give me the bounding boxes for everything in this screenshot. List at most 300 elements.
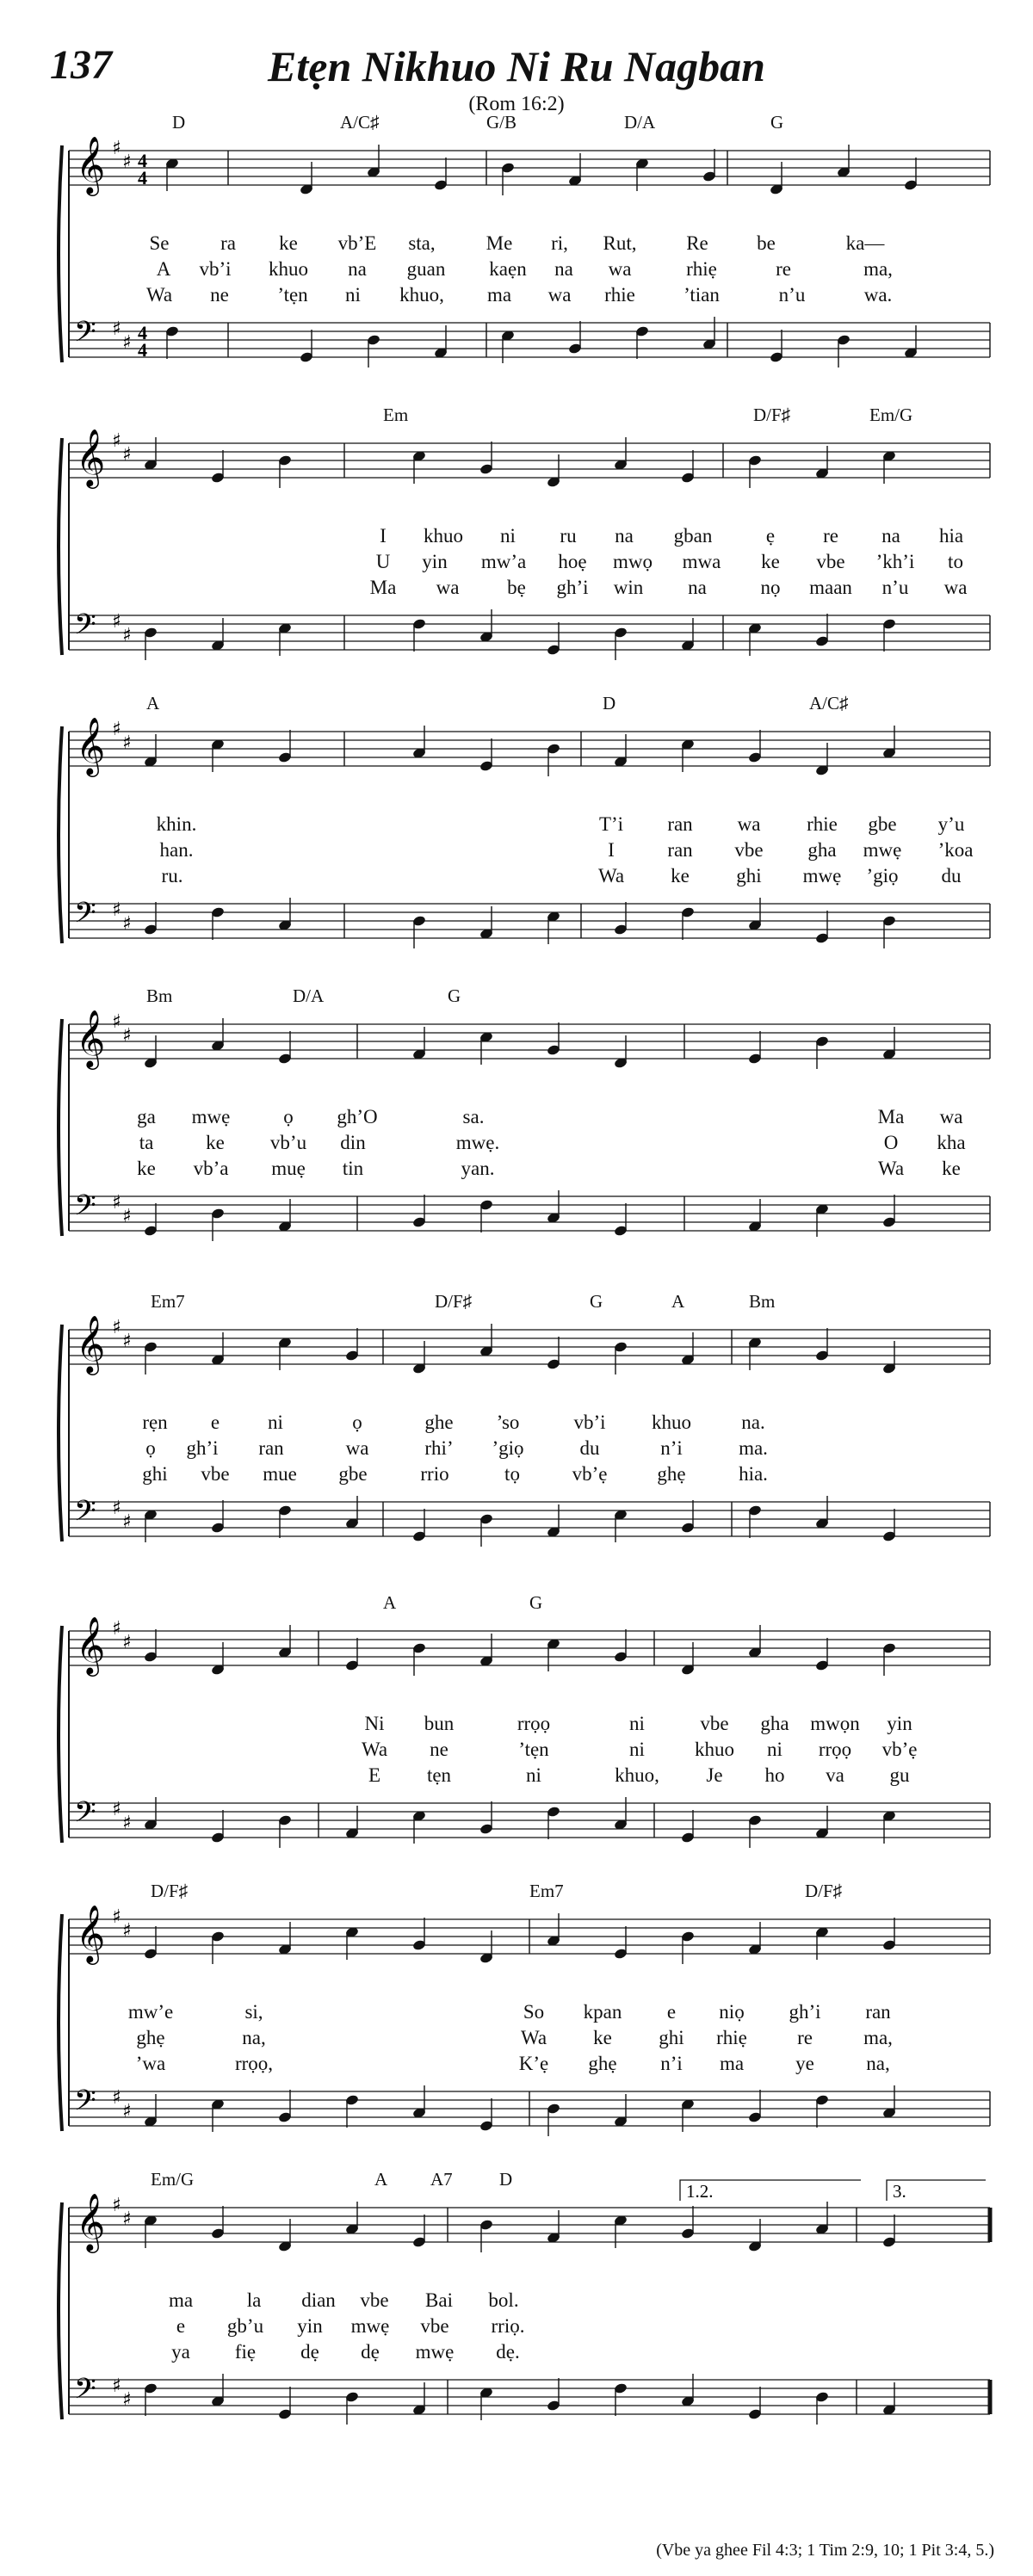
lyric-syllable: va: [826, 1764, 844, 1786]
sharp-icon: ♯: [122, 913, 132, 935]
treble-clef-icon: 𝄞: [76, 428, 106, 486]
lyric-syllable: khin.: [156, 813, 197, 835]
chord-symbol: A7: [430, 2169, 453, 2190]
lyric-syllable: Se: [149, 232, 170, 254]
lyric-syllable: ’wa: [135, 2053, 166, 2074]
chord-symbol: Bm: [749, 1291, 776, 1312]
lyric-syllable: khuo,: [615, 1764, 659, 1786]
lyric-syllable: ran: [667, 813, 693, 835]
sharp-icon: ♯: [112, 2375, 121, 2397]
lyric-syllable: vbe: [734, 839, 764, 861]
lyric-syllable: ghẹ: [657, 1463, 686, 1485]
lyric-verse-1: [52, 232, 990, 258]
lyric-syllable: A: [156, 258, 171, 280]
lyric-syllable: ghe: [424, 1412, 454, 1433]
lyric-syllable: hia.: [739, 1463, 768, 1485]
scripture-reference: (Rom 16:2): [468, 93, 565, 115]
lyric-syllable: ni: [629, 1713, 645, 1734]
bass-clef-icon: 𝄢: [74, 2085, 96, 2124]
chord-symbol: Em7: [151, 1291, 185, 1312]
lyric-syllable: ye: [795, 2053, 814, 2074]
lyric-syllable: Rut,: [603, 232, 637, 254]
lyric-verse-3: [52, 2053, 990, 2079]
chord-symbol: D: [603, 693, 616, 713]
lyric-syllable: ne: [430, 1739, 448, 1760]
lyric-syllable: na: [688, 577, 707, 598]
lyric-syllable: gu: [889, 1764, 910, 1786]
bass-clef-icon: 𝄢: [74, 2373, 96, 2412]
score-system: [52, 1592, 990, 1850]
hymn-number: 137: [50, 42, 112, 88]
lyric-syllable: Re: [686, 232, 708, 254]
lyric-syllable: ni: [500, 525, 516, 547]
lyric-syllable: rhiẹ: [686, 258, 717, 280]
lyric-syllable: e: [176, 2315, 186, 2337]
lyric-verse-1: [52, 1106, 990, 1132]
lyric-syllable: n’i: [660, 2053, 683, 2074]
lyric-syllable: guan: [406, 258, 446, 280]
lyric-syllable: rhie: [807, 813, 838, 835]
lyric-syllable: vb’u: [269, 1132, 307, 1153]
sharp-icon: ♯: [122, 2208, 132, 2230]
lyric-verse-2: [52, 1437, 990, 1463]
chord-symbol: Em/G: [869, 405, 913, 425]
lyric-syllable: ran: [258, 1437, 284, 1459]
lyric-syllable: ru: [560, 525, 577, 547]
treble-clef-icon: 𝄞: [76, 1615, 106, 1674]
bass-clef-icon: 𝄢: [74, 897, 96, 936]
lyric-syllable: rrọọ,: [234, 2053, 274, 2074]
lyric-syllable: Wa: [597, 865, 625, 886]
lyric-syllable: vb’ẹ: [572, 1463, 608, 1485]
chord-symbol: A/C♯: [809, 693, 849, 713]
lyric-syllable: U: [375, 551, 391, 572]
chord-symbol: G: [448, 985, 461, 1006]
lyric-syllable: win: [613, 577, 644, 598]
lyric-syllable: ghi: [659, 2027, 684, 2048]
lyric-syllable: hia: [938, 525, 964, 547]
treble-clef-icon: 𝄞: [76, 1009, 106, 1067]
treble-clef-icon: 𝄞: [76, 135, 106, 194]
score-system: [52, 112, 990, 370]
lyric-syllable: ’so: [496, 1412, 520, 1433]
lyric-verse-1: [52, 2001, 990, 2027]
lyric-syllable: gban: [673, 525, 713, 547]
lyric-syllable: rrọọ: [818, 1739, 852, 1760]
lyric-syllable: vb’i: [199, 258, 232, 280]
lyric-syllable: n’u: [881, 577, 909, 598]
lyric-syllable: tin: [342, 1158, 364, 1179]
sharp-icon: ♯: [112, 611, 121, 633]
lyric-syllable: ru.: [161, 865, 183, 886]
lyric-syllable: ho: [764, 1764, 785, 1786]
lyric-syllable: ran: [667, 839, 693, 861]
lyric-syllable: hoẹ: [558, 551, 587, 572]
sharp-icon: ♯: [112, 1618, 121, 1640]
lyric-syllable: rhie: [604, 284, 635, 306]
lyric-syllable: rhi’: [424, 1437, 454, 1459]
sharp-icon: ♯: [112, 1011, 121, 1033]
lyric-syllable: rrọọ: [516, 1713, 551, 1734]
sharp-icon: ♯: [112, 1317, 121, 1338]
lyric-verse-3: [52, 577, 990, 602]
lyric-syllable: mwẹ: [191, 1106, 231, 1127]
treble-clef-icon: 𝄞: [76, 2192, 106, 2251]
lyric-syllable: ma,: [863, 258, 893, 280]
chord-symbol: A/C♯: [340, 112, 380, 133]
chord-symbol: D: [172, 112, 186, 133]
lyric-syllable: re: [776, 258, 791, 280]
lyric-syllable: na: [348, 258, 367, 280]
lyric-syllable: ka—: [845, 232, 885, 254]
lyric-syllable: gha: [807, 839, 837, 861]
sharp-icon: ♯: [122, 1920, 132, 1942]
lyric-syllable: ẹ: [765, 525, 776, 547]
lyric-syllable: mue: [263, 1463, 297, 1485]
lyric-verse-2: [52, 839, 990, 865]
lyric-syllable: vbe: [816, 551, 845, 572]
sharp-icon: ♯: [112, 1192, 121, 1214]
chord-symbol: G: [529, 1592, 543, 1613]
chord-symbol: D/F♯: [753, 405, 791, 425]
bass-clef-icon: 𝄢: [74, 1796, 96, 1836]
lyric-syllable: Ma: [877, 1106, 905, 1127]
lyric-syllable: wa: [939, 1106, 963, 1127]
lyric-syllable: mwẹ: [415, 2341, 455, 2363]
lyric-syllable: ni: [268, 1412, 283, 1433]
lyric-syllable: vbe: [360, 2289, 389, 2311]
lyric-syllable: la: [246, 2289, 262, 2311]
lyric-syllable: niọ: [719, 2001, 745, 2023]
lyric-syllable: mw’e: [127, 2001, 174, 2023]
sharp-icon: ♯: [112, 2087, 121, 2109]
lyric-syllable: vb’i: [573, 1412, 606, 1433]
lyric-syllable: re: [823, 525, 838, 547]
score-system: [52, 693, 990, 951]
sharp-icon: ♯: [112, 899, 121, 921]
lyric-verse-2: [52, 1132, 990, 1158]
lyric-syllable: sta,: [408, 232, 436, 254]
hymn-title: Etẹn Nikhuo Ni Ru Nagban: [268, 42, 765, 90]
lyric-syllable: Wa: [145, 284, 173, 306]
lyric-syllable: e: [210, 1412, 220, 1433]
chord-symbol: G/B: [486, 112, 517, 133]
lyric-syllable: mwa: [682, 551, 721, 572]
lyric-syllable: khuo: [269, 258, 308, 280]
lyric-syllable: muẹ: [271, 1158, 306, 1179]
chord-symbol: A: [146, 693, 160, 713]
lyric-syllable: ke: [671, 865, 690, 886]
bass-clef-icon: 𝄢: [74, 1189, 96, 1229]
lyric-verse-2: [52, 551, 990, 577]
lyric-syllable: Wa: [877, 1158, 905, 1179]
lyric-syllable: khuo: [424, 525, 463, 547]
lyric-syllable: O: [883, 1132, 899, 1153]
chord-symbol: D/A: [624, 112, 656, 133]
lyric-syllable: na: [554, 258, 573, 280]
lyric-syllable: rriọ.: [491, 2315, 525, 2337]
lyric-syllable: yin: [887, 1713, 912, 1734]
lyric-syllable: dẹ: [300, 2341, 319, 2363]
lyric-syllable: tọ: [504, 1463, 520, 1485]
lyric-syllable: Wa: [520, 2027, 547, 2048]
sharp-icon: ♯: [112, 1906, 121, 1928]
sharp-icon: ♯: [122, 1025, 132, 1047]
lyric-syllable: ma.: [739, 1437, 768, 1459]
lyric-syllable: yin: [422, 551, 448, 572]
lyric-verse-3: [52, 2341, 990, 2367]
sharp-icon: ♯: [122, 1206, 132, 1227]
lyric-syllable: rẹn: [142, 1412, 168, 1433]
lyric-syllable: gha: [760, 1713, 789, 1734]
lyric-syllable: Wa: [361, 1739, 388, 1760]
lyric-syllable: wa: [547, 284, 572, 306]
lyric-syllable: sa.: [462, 1106, 485, 1127]
bass-clef-icon: 𝄢: [74, 316, 96, 355]
lyric-syllable: wa.: [863, 284, 893, 306]
lyric-syllable: khuo: [652, 1412, 691, 1433]
lyric-syllable: ni: [345, 284, 361, 306]
lyric-syllable: han.: [159, 839, 194, 861]
chord-symbol: D/F♯: [805, 1881, 843, 1901]
lyric-syllable: mwẹ: [802, 865, 842, 886]
lyric-syllable: na: [615, 525, 634, 547]
chord-symbol: D/A: [293, 985, 325, 1006]
lyric-syllable: gh’i: [186, 1437, 219, 1459]
lyric-syllable: ma: [486, 284, 512, 306]
lyric-syllable: kpan: [583, 2001, 622, 2023]
lyric-verse-1: [52, 2289, 990, 2315]
lyric-syllable: rrio: [420, 1463, 449, 1485]
sharp-icon: ♯: [122, 732, 132, 754]
chord-symbol: D/F♯: [151, 1881, 189, 1901]
treble-clef-icon: 𝄞: [76, 1314, 106, 1373]
time-signature-top: 4: [138, 322, 147, 343]
lyric-syllable: ghi: [142, 1463, 168, 1485]
sharp-icon: ♯: [122, 444, 132, 466]
lyric-syllable: to: [948, 551, 963, 572]
lyric-syllable: wa: [943, 577, 968, 598]
lyric-syllable: du: [941, 865, 962, 886]
lyric-syllable: I: [608, 839, 615, 861]
lyric-verse-1: [52, 1713, 990, 1739]
lyric-syllable: ghi: [736, 865, 762, 886]
lyric-syllable: ni: [767, 1739, 782, 1760]
lyric-syllable: khuo: [695, 1739, 734, 1760]
lyric-syllable: vbe: [700, 1713, 729, 1734]
chord-symbol: Em/G: [151, 2169, 195, 2190]
lyric-syllable: mwẹ: [350, 2315, 390, 2337]
bass-clef-icon: 𝄢: [74, 608, 96, 648]
score-system: [52, 405, 990, 663]
treble-clef-icon: 𝄞: [76, 716, 106, 775]
lyric-syllable: ke: [137, 1158, 156, 1179]
sharp-icon: ♯: [122, 2101, 132, 2122]
lyric-syllable: bol.: [488, 2289, 519, 2311]
lyric-syllable: ta: [139, 1132, 154, 1153]
lyric-syllable: du: [579, 1437, 600, 1459]
lyric-syllable: wa: [737, 813, 761, 835]
lyric-syllable: mw’a: [480, 551, 527, 572]
lyric-syllable: si,: [244, 2001, 263, 2023]
sharp-icon: ♯: [112, 719, 121, 740]
lyric-verse-2: [52, 2315, 990, 2341]
lyric-syllable: ya: [171, 2341, 190, 2363]
chord-symbol: Em7: [529, 1881, 564, 1901]
lyric-syllable: dian: [301, 2289, 336, 2311]
lyric-syllable: K’ẹ: [518, 2053, 549, 2074]
lyric-syllable: na: [881, 525, 900, 547]
lyric-syllable: vbe: [420, 2315, 449, 2337]
chord-symbol: Bm: [146, 985, 173, 1006]
time-signature-bottom: 4: [138, 339, 147, 361]
lyric-syllable: gh’O: [337, 1106, 378, 1127]
lyric-syllable: vb’E: [337, 232, 377, 254]
lyric-verse-3: [52, 865, 990, 891]
lyric-syllable: ke: [279, 232, 298, 254]
lyric-verse-1: [52, 813, 990, 839]
lyric-syllable: vb’a: [193, 1158, 229, 1179]
lyric-syllable: ran: [865, 2001, 891, 2023]
time-signature-bottom: 4: [138, 167, 147, 188]
lyric-syllable: ma: [168, 2289, 194, 2311]
lyric-syllable: mwẹ.: [455, 1132, 500, 1153]
sharp-icon: ♯: [112, 1799, 121, 1820]
lyric-syllable: bẹ: [507, 577, 526, 598]
lyric-syllable: ri,: [551, 232, 568, 254]
score-system: [52, 2169, 990, 2427]
lyric-syllable: rhiẹ: [716, 2027, 747, 2048]
lyric-syllable: na.: [741, 1412, 765, 1433]
sharp-icon: ♯: [122, 625, 132, 646]
lyric-syllable: tẹn: [426, 1764, 452, 1786]
bass-clef-icon: 𝄢: [74, 1495, 96, 1535]
lyric-syllable: gbe: [338, 1463, 368, 1485]
lyric-syllable: ọ: [352, 1412, 362, 1433]
lyric-verse-1: [52, 525, 990, 551]
lyric-syllable: ga: [137, 1106, 156, 1127]
lyric-syllable: gbe: [868, 813, 897, 835]
lyric-syllable: ni: [629, 1739, 645, 1760]
sharp-icon: ♯: [122, 1511, 132, 1533]
lyric-syllable: gh’i: [556, 577, 589, 598]
volta-label: 3.: [893, 2181, 906, 2202]
lyric-syllable: na,: [242, 2027, 266, 2048]
lyric-syllable: n’u: [778, 284, 806, 306]
lyric-syllable: yan.: [461, 1158, 495, 1179]
lyric-syllable: Me: [486, 232, 513, 254]
lyric-syllable: ọ: [283, 1106, 294, 1127]
lyric-verse-1: [52, 1412, 990, 1437]
lyric-syllable: ’giọ: [866, 865, 899, 886]
lyric-syllable: ’tian: [684, 284, 720, 306]
sharp-icon: ♯: [112, 138, 121, 159]
lyric-verse-3: [52, 1158, 990, 1183]
treble-clef-icon: 𝄞: [76, 1904, 106, 1962]
lyric-syllable: ghẹ: [588, 2053, 617, 2074]
lyric-syllable: be: [757, 232, 776, 254]
lyric-syllable: maan: [809, 577, 852, 598]
lyric-syllable: gb’u: [226, 2315, 264, 2337]
chord-symbol: A: [374, 2169, 388, 2190]
lyric-syllable: y’u: [937, 813, 965, 835]
score-system: [52, 1291, 990, 1549]
lyric-syllable: ke: [593, 2027, 612, 2048]
lyric-syllable: re: [797, 2027, 813, 2048]
lyric-verse-3: [52, 1463, 990, 1489]
sharp-icon: ♯: [122, 1331, 132, 1352]
lyric-syllable: ni: [526, 1764, 541, 1786]
chord-symbol: A: [671, 1291, 685, 1312]
lyric-syllable: bun: [424, 1713, 455, 1734]
lyric-syllable: ke: [206, 1132, 225, 1153]
lyric-syllable: ke: [942, 1158, 961, 1179]
chord-symbol: D/F♯: [435, 1291, 473, 1312]
lyric-syllable: din: [340, 1132, 366, 1153]
sharp-icon: ♯: [112, 318, 121, 340]
lyric-syllable: Bai: [425, 2289, 453, 2311]
lyric-syllable: dẹ: [361, 2341, 380, 2363]
lyric-syllable: Ni: [364, 1713, 385, 1734]
lyric-syllable: E: [368, 1764, 381, 1786]
lyric-syllable: ’tẹn: [518, 1739, 549, 1760]
lyric-syllable: mwẹ: [863, 839, 902, 861]
chord-symbol: D: [499, 2169, 513, 2190]
volta-label: 1.2.: [686, 2181, 714, 2202]
sharp-icon: ♯: [122, 1813, 132, 1834]
lyric-syllable: na,: [866, 2053, 890, 2074]
lyric-syllable: ma,: [863, 2027, 893, 2048]
lyric-syllable: ma: [719, 2053, 745, 2074]
lyric-syllable: khuo,: [399, 284, 444, 306]
lyric-syllable: ke: [761, 551, 780, 572]
lyric-verse-2: [52, 2027, 990, 2053]
lyric-verse-3: [52, 1764, 990, 1790]
lyric-syllable: Je: [706, 1764, 723, 1786]
chord-symbol: G: [770, 112, 784, 133]
chord-symbol: A: [383, 1592, 397, 1613]
lyric-syllable: mwọn: [810, 1713, 860, 1734]
lyric-verse-3: [52, 284, 990, 310]
lyric-syllable: So: [523, 2001, 545, 2023]
lyric-syllable: dẹ.: [496, 2341, 520, 2363]
lyric-syllable: ’kh’i: [875, 551, 915, 572]
lyric-verse-2: [52, 1739, 990, 1764]
lyric-syllable: nọ: [760, 577, 781, 598]
sharp-icon: ♯: [112, 430, 121, 452]
lyric-syllable: fiẹ: [234, 2341, 257, 2363]
sharp-icon: ♯: [122, 332, 132, 354]
sharp-icon: ♯: [122, 1632, 132, 1653]
lyric-verse-2: [52, 258, 990, 284]
sharp-icon: ♯: [122, 151, 132, 173]
lyric-syllable: gh’i: [789, 2001, 821, 2023]
lyric-syllable: wa: [608, 258, 632, 280]
lyric-syllable: n’i: [660, 1437, 683, 1459]
lyric-syllable: ’koa: [937, 839, 974, 861]
chord-symbol: G: [590, 1291, 603, 1312]
sharp-icon: ♯: [112, 1498, 121, 1519]
lyric-syllable: ra: [220, 232, 236, 254]
lyric-syllable: wa: [436, 577, 460, 598]
lyric-syllable: e: [666, 2001, 677, 2023]
score-system: [52, 1881, 990, 2139]
lyric-syllable: ’tẹn: [277, 284, 308, 306]
lyric-syllable: T’i: [598, 813, 624, 835]
score-system: [52, 985, 990, 1244]
sharp-icon: ♯: [122, 2389, 132, 2411]
lyric-syllable: vbe: [201, 1463, 230, 1485]
